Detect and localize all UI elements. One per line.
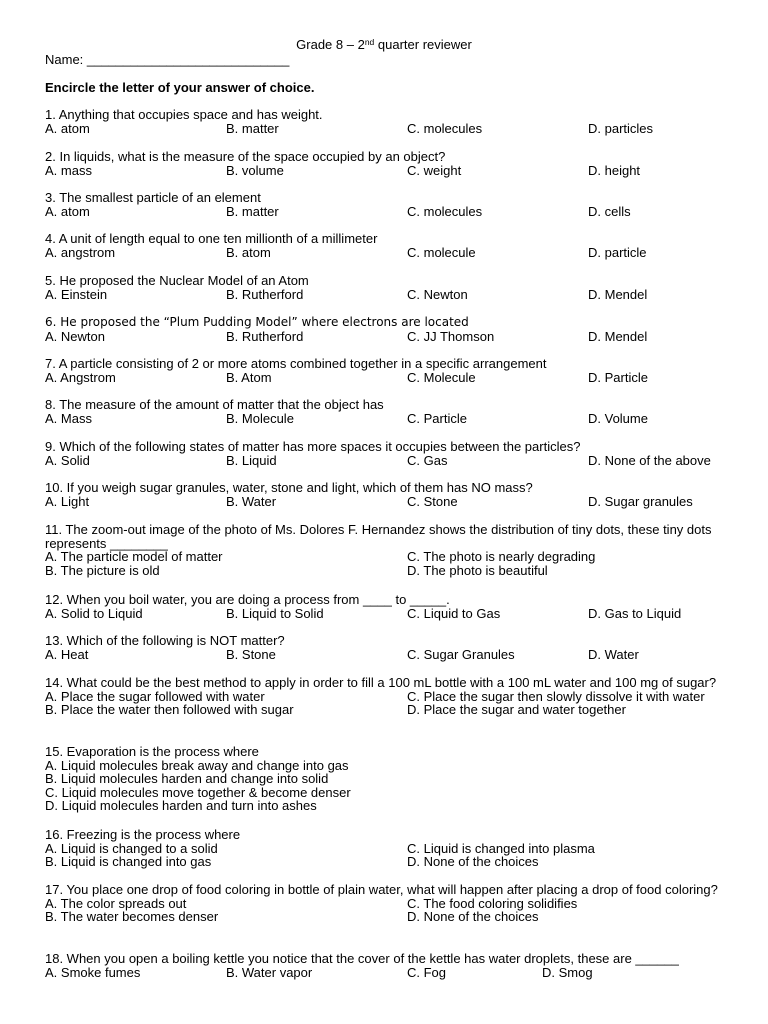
choice-a: A. The particle model of matter	[45, 549, 223, 565]
choice-d: D. The photo is beautiful	[407, 562, 548, 578]
choice-row	[45, 966, 735, 980]
choice-c: C. Liquid to Gas	[407, 605, 501, 621]
question-17	[45, 883, 735, 924]
choice-a: A. mass	[45, 162, 92, 178]
title-suffix: quarter reviewer	[374, 37, 472, 52]
question-stem: 15. Evaporation is the process where	[45, 744, 259, 759]
choice-c: C. Newton	[407, 286, 468, 302]
choice-row	[45, 910, 735, 924]
choice-a: A. atom	[45, 203, 90, 219]
choice-b: B. The water becomes denser	[45, 909, 219, 925]
choice-d: D. Water	[588, 646, 639, 662]
choice-b: B. Liquid	[226, 452, 277, 468]
choice-c: C. Place the sugar then slowly dissolve it with water	[407, 688, 705, 704]
choice-a: A. The color spreads out	[45, 895, 187, 911]
question-1	[45, 108, 735, 135]
name-field-line: Name: ____________________________	[45, 52, 290, 67]
question-stem: 14. What could be the best method to apply in order to fill a 100 mL bottle with a 100 mL water and 100 mg of sugar?	[45, 675, 717, 690]
choice-d: D. particle	[588, 244, 647, 260]
choice-row	[45, 855, 735, 869]
choice-a: A. Light	[45, 493, 90, 509]
title-prefix: Grade 8 – 2	[296, 37, 365, 52]
choice-row	[45, 288, 735, 302]
choice-c: C. Gas	[407, 452, 448, 468]
question-12	[45, 593, 735, 620]
question-stem: 17. You place one drop of food coloring in bottle of plain water, what will happen after placing a drop of food coloring?	[45, 882, 718, 897]
choice-row	[45, 648, 735, 662]
choice-b: B. The picture is old	[45, 562, 160, 578]
choice-d: D. Volume	[588, 410, 648, 426]
question-stem: 16. Freezing is the process where	[45, 827, 241, 842]
question-2	[45, 150, 735, 177]
choice-row	[45, 550, 735, 564]
choice-row	[45, 412, 735, 426]
choice-a: A. Mass	[45, 410, 92, 426]
choice-row	[45, 246, 735, 260]
choice-row	[45, 371, 735, 385]
choice-a: A. Place the sugar followed with water	[45, 688, 265, 704]
question-11	[45, 523, 735, 577]
choice-b: B. Water vapor	[226, 964, 313, 980]
question-4	[45, 232, 735, 259]
question-6	[45, 316, 735, 343]
choice-row	[45, 564, 735, 578]
choice-a: A. Solid	[45, 452, 90, 468]
choice-c: C. JJ Thomson	[407, 328, 495, 344]
title-superscript: nd	[364, 37, 375, 47]
question-stem: 12. When you boil water, you are doing a process from ____ to _____.	[45, 592, 450, 607]
choice-c: C. Liquid is changed into plasma	[407, 840, 595, 856]
choice-d: D. None of the choices	[407, 909, 539, 925]
question-stem: 1. Anything that occupies space and has weight.	[45, 107, 323, 122]
choice-b: B. Liquid to Solid	[226, 605, 324, 621]
question-15	[45, 745, 735, 813]
question-stem: 4. A unit of length equal to one ten millionth of a millimeter	[45, 231, 378, 246]
question-stem: 8. The measure of the amount of matter that the object has	[45, 397, 384, 412]
choice-a: A. Einstein	[45, 286, 108, 302]
choice-row	[45, 454, 735, 468]
choice-d: D. height	[588, 162, 641, 178]
question-stem: 3. The smallest particle of an element	[45, 190, 261, 205]
choice-row	[45, 897, 735, 911]
choice-a: A. Liquid is changed to a solid	[45, 840, 218, 856]
question-stem: 5. He proposed the Nuclear Model of an Atom	[45, 273, 309, 288]
choice-c: C. The photo is nearly degrading	[407, 549, 596, 565]
choice-d: D. cells	[588, 203, 631, 219]
choice-c: C. Particle	[407, 410, 467, 426]
choice-d: D. Gas to Liquid	[588, 605, 682, 621]
question-stem: 9. Which of the following states of matter has more spaces it occupies between the particles?	[45, 439, 581, 454]
choice-b: B. Liquid molecules harden and change into solid	[45, 771, 329, 787]
choice-row	[45, 607, 735, 621]
question-stem: 13. Which of the following is NOT matter?	[45, 633, 285, 648]
choice-c: C. Sugar Granules	[407, 646, 515, 662]
choice-b: B. Place the water then followed with sugar	[45, 702, 294, 718]
choice-d: D. Particle	[588, 369, 648, 385]
question-14	[45, 676, 735, 717]
choice-c: C. Stone	[407, 493, 458, 509]
choice-d: D. Mendel	[588, 328, 648, 344]
choice-row	[45, 690, 735, 704]
choice-c: C. molecules	[407, 203, 483, 219]
question-8	[45, 398, 735, 425]
choice-row	[45, 703, 735, 717]
question-3	[45, 191, 735, 218]
question-16	[45, 828, 735, 869]
question-10	[45, 481, 735, 508]
question-stem: 7. A particle consisting of 2 or more atoms combined together in a specific arrangement	[45, 356, 547, 371]
choice-a: A. Liquid molecules break away and change into gas	[45, 757, 349, 773]
page-title	[0, 38, 768, 52]
choice-a: A. Angstrom	[45, 369, 116, 385]
choice-a: A. atom	[45, 120, 90, 136]
question-18	[45, 952, 735, 979]
choice-row	[45, 842, 735, 856]
choice-a: A. Heat	[45, 646, 89, 662]
choice-b: B. Liquid is changed into gas	[45, 854, 212, 870]
choice-d: D. particles	[588, 120, 654, 136]
question-9	[45, 440, 735, 467]
question-5	[45, 274, 735, 301]
choice-c: C. molecules	[407, 120, 483, 136]
choice-b: B. Molecule	[226, 410, 294, 426]
choice-a: A. Newton	[45, 328, 105, 344]
choice-row	[45, 164, 735, 178]
question-stem: 11. The zoom-out image of the photo of Ms. Dolores F. Hernandez shows the distribution of tiny dots, these tiny dots represents ________	[45, 522, 712, 551]
question-stem: 6. He proposed the “Plum Pudding Model” where electrons are located	[45, 315, 469, 329]
choice-a: A. Solid to Liquid	[45, 605, 143, 621]
choice-d: D. Mendel	[588, 286, 648, 302]
choice-b: B. matter	[226, 203, 279, 219]
choice-b: B. volume	[226, 162, 284, 178]
choice-row	[45, 330, 735, 344]
choice-row	[45, 122, 735, 136]
choice-d: D. Sugar granules	[588, 493, 693, 509]
choice-d: D. Place the sugar and water together	[407, 702, 626, 718]
question-stem: 2. In liquids, what is the measure of the space occupied by an object?	[45, 149, 446, 164]
question-stem: 10. If you weigh sugar granules, water, stone and light, which of them has NO mass?	[45, 480, 533, 495]
choice-c: C. Liquid molecules move together & become denser	[45, 784, 351, 800]
choice-row	[45, 205, 735, 219]
choice-b: B. Atom	[226, 369, 272, 385]
choice-a: A. angstrom	[45, 244, 116, 260]
choice-b: B. Rutherford	[226, 286, 304, 302]
choice-c: C. The food coloring solidifies	[407, 895, 578, 911]
choice-b: B. Water	[226, 493, 277, 509]
choice-c: C. molecule	[407, 244, 476, 260]
choice-a: A. Smoke fumes	[45, 964, 141, 980]
choice-d: D. Liquid molecules harden and turn into ashes	[45, 798, 317, 814]
choice-c: C. weight	[407, 162, 462, 178]
choice-d: D. None of the above	[588, 452, 711, 468]
choice-b: B. Stone	[226, 646, 276, 662]
choice-b: B. atom	[226, 244, 271, 260]
choice-c: C. Fog	[407, 964, 447, 980]
choice-b: B. matter	[226, 120, 279, 136]
choice-row	[45, 495, 735, 509]
question-7	[45, 357, 735, 384]
instructions: Encircle the letter of your answer of choice.	[45, 80, 315, 95]
choice-c: C. Molecule	[407, 369, 476, 385]
choice-d: D. Smog	[542, 964, 593, 980]
question-stem: 18. When you open a boiling kettle you notice that the cover of the kettle has water droplets, these are ______	[45, 951, 679, 966]
question-13	[45, 634, 735, 661]
choice-d: D. None of the choices	[407, 854, 539, 870]
choice-b: B. Rutherford	[226, 328, 304, 344]
